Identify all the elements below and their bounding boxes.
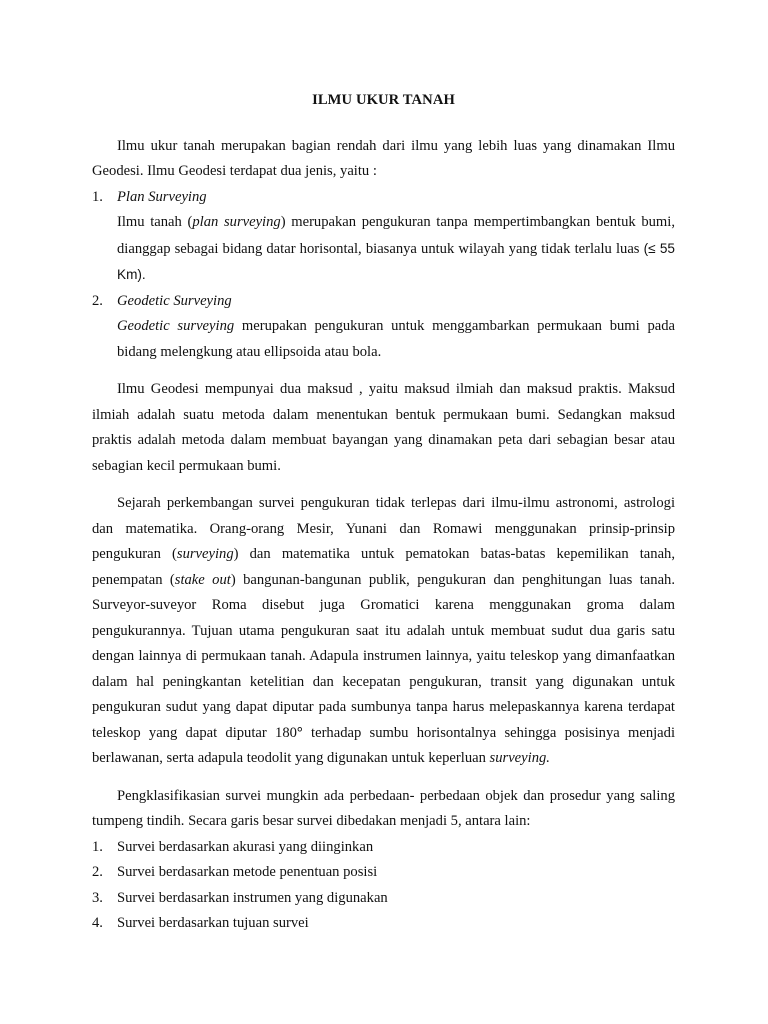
list-item-text: Survei berdasarkan tujuan survei: [117, 915, 309, 931]
list-number: 2.: [92, 864, 103, 880]
distance-limit: (≤ 55 Km): [117, 240, 675, 282]
list-item-text: Survei berdasarkan akurasi yang diinginkan: [117, 838, 374, 855]
intro-paragraph: Ilmu ukur tanah merupakan bagian rendah dari ilmu yang lebih luas yang dinamakan Ilmu Geodesi. Ilmu Geodesi terdapat dua jenis, yaitu :: [92, 137, 675, 179]
paragraph-history: Sejarah perkembangan survei pengukuran tidak terlepas dari ilmu-ilmu astronomi, astrologi dan matematika. Orang-orang Mesir, Yunani dan Romawi menggunakan prinsip-prinsip pengukuran (surveying) dan matematika untuk pematokan batas-batas kepemilikan tanah, penempatan (stake out) bangunan-bangunan publik, pengukuran dan penghitungan luas tanah. Surveyor-suveyor Roma disebut juga Gromatici karena menggunakan groma dalam pengukurannya. Tujuan utama pengukuran saat itu adalah untuk membuat sudut dua garis satu dengan lainnya di permukaan tanah. Adapula instrumen lainnya, yaitu teleskop yang dimanfaatkan dalam hal peningkantan ketelitian dan kecepatan pengukuran, transit yang digunakan untuk pengukuran sudut yang dapat diputar pada sumbunya tanpa harus melepaskannya karena terdapat teleskop yang dapat diputar 180° terhadap sumbu horisontalnya sehingga posisinya menjadi berlawanan, serta adapula teodolit yang digunakan untuk keperluan surveying.: [92, 495, 676, 766]
list-number: 1.: [92, 188, 103, 205]
paragraph-classification: Pengklasifikasian survei mungkin ada perbedaan- perbedaan objek dan prosedur yang saling tumpeng tindih. Secara garis besar survei dibedakan menjadi 5, antara lain:: [92, 787, 675, 829]
page-title: ILMU UKUR TANAH: [312, 92, 455, 108]
list-item-title: Geodetic Surveying: [117, 292, 232, 309]
list-item: [92, 835, 675, 861]
list-item: [92, 886, 675, 912]
list-item-text: Survei berdasarkan instrumen yang digunakan: [117, 889, 388, 906]
list-number: 4.: [92, 915, 103, 931]
list-item-text: Survei berdasarkan metode penentuan posisi: [117, 864, 378, 880]
list-number: 2.: [92, 292, 103, 309]
list-item-description: Ilmu tanah (plan surveying) merupakan pengukuran tanpa mempertimbangkan bentuk bumi, dianggap sebagai bidang datar horisontal, biasanya untuk wilayah yang tidak terlalu luas (≤ 55 Km).: [117, 214, 675, 282]
list-item-title: Plan Surveying: [117, 188, 207, 205]
list-number: 3.: [92, 889, 103, 906]
list-item: [92, 185, 675, 211]
list-item-description: Geodetic surveying merupakan pengukuran untuk menggambarkan permukaan bumi pada bidang melengkung atau ellipsoida atau bola.: [117, 318, 676, 360]
list-item: [92, 911, 675, 937]
paragraph-geodesi-purpose: Ilmu Geodesi mempunyai dua maksud , yaitu maksud ilmiah dan maksud praktis. Maksud ilmiah adalah suatu metoda dalam menentukan bentuk permukaan bumi. Sedangkan maksud praktis adalah metoda dalam membuat bayangan yang dinamakan peta dari sebagian besar atau sebagian kecil permukaan bumi.: [92, 381, 675, 474]
degree-sign: °: [296, 724, 303, 741]
list-item: [92, 860, 675, 886]
list-number: 1.: [92, 838, 103, 855]
list-item: [92, 289, 675, 315]
